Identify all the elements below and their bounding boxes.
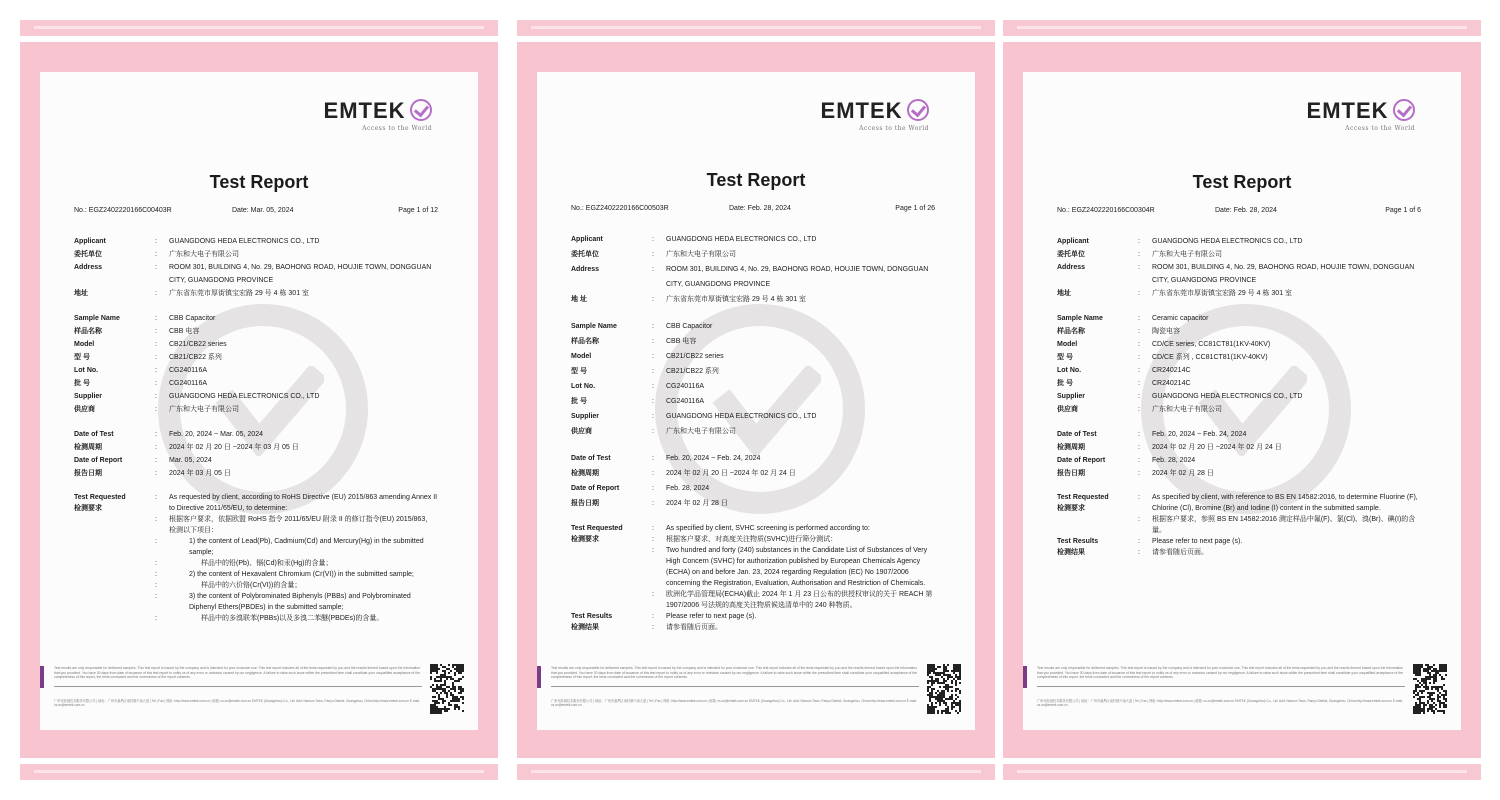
field-applicant-zh: 委托单位 : 广东和大电子有限公司 xyxy=(74,248,438,261)
report-meta xyxy=(571,205,935,215)
footer-address: 广州邦检测技术服务有限公司 | 地址：广州市番禺区南村镇兴南大道 | Tel | Fax | 网址: http://www.emtek.com.cn | 邮箱: cs.cn@emtek.com.cn EMTEK (Guangzhou) Co., Ltd. Add: Nancun Town, Panyu District, Guangzhou, China http://www.emtek.com.cn E-mail: cs.cn@emtek.com.cn xyxy=(551,699,917,708)
field-address: Address : ROOM 301, BUILDING 4, No. 29, BAOHONG ROAD, HOUJIE TOWN, DONGGUAN CITY, GUANGDONG PROVINCE xyxy=(1057,261,1421,287)
field-model-zh: 型 号 : CD/CE 系列 , CC81CT81(1KV-40KV) xyxy=(1057,351,1421,364)
field-date-of-test: Date of Test : Feb. 20, 2024 ~ Mar. 05, 2024 xyxy=(74,428,438,441)
report-number: No.: EGZ2402220166C00403R xyxy=(74,207,172,214)
checkmark-icon xyxy=(410,99,432,121)
field-lot-zh: 批 号 : CR240214C xyxy=(1057,377,1421,390)
field-applicant: Applicant : GUANGDONG HEDA ELECTRONICS CO., LTD xyxy=(1057,235,1421,248)
field-model-zh: 型 号 : CB21/CB22 系列 xyxy=(74,351,438,364)
field-applicant: Applicant : GUANGDONG HEDA ELECTRONICS CO., LTD xyxy=(74,235,438,248)
field-supplier: Supplier : GUANGDONG HEDA ELECTRONICS CO., LTD xyxy=(74,390,438,403)
field-lot: Lot No. : CR240214C xyxy=(1057,364,1421,377)
emtek-logo: EMTEK Access to the World xyxy=(323,98,432,132)
frame-top-strip xyxy=(1003,20,1481,36)
report-number: No.: EGZ2402220166C00304R xyxy=(1057,207,1155,214)
report-meta xyxy=(1057,207,1421,217)
field-date-of-test-zh: 检测周期 : 2024 年 02 月 20 日 ~2024 年 03 月 05 日 xyxy=(74,441,438,454)
field-date-of-report: Date of Report : Mar. 05, 2024 xyxy=(74,454,438,467)
field-sample: Sample Name : Ceramic capacitor xyxy=(1057,312,1421,325)
field-supplier: Supplier : GUANGDONG HEDA ELECTRONICS CO., LTD xyxy=(571,409,935,424)
frame-bottom-strip xyxy=(517,764,995,780)
report-fields xyxy=(1057,235,1421,558)
field-model: Model : CB21/CB22 series xyxy=(74,338,438,351)
frame-top-strip xyxy=(517,20,995,36)
qr-code-icon xyxy=(927,664,961,714)
field-supplier: Supplier : GUANGDONG HEDA ELECTRONICS CO., LTD xyxy=(1057,390,1421,403)
report-footer xyxy=(40,664,478,724)
field-sample: Sample Name : CBB Capacitor xyxy=(571,319,935,334)
report-footer xyxy=(537,664,975,724)
field-supplier-zh: 供应商 : 广东和大电子有限公司 xyxy=(74,403,438,416)
field-address-zh: 地址 : 广东省东莞市厚街镇宝宏路 29 号 4 栋 301 室 xyxy=(1057,287,1421,300)
field-lot-zh: 批 号 : CG240116A xyxy=(74,377,438,390)
emtek-logo: EMTEK Access to the World xyxy=(820,98,929,132)
field-date-of-report-zh: 报告日期 : 2024 年 02 月 28 日 xyxy=(571,496,935,511)
field-test-results: Test Results 检测结果 : Please refer to next page (s). : 请参看随后页面。 xyxy=(1057,536,1421,558)
report-page xyxy=(537,72,975,730)
field-date-of-report-zh: 报告日期 : 2024 年 03 月 05 日 xyxy=(74,467,438,480)
report-frame-1 xyxy=(20,20,498,780)
field-date-of-test-zh: 检测周期 : 2024 年 02 月 20 日 ~2024 年 02 月 24 日 xyxy=(571,466,935,481)
field-test-requested: Test Requested 检测要求 : As specified by client, with reference to BS EN 14582:2016, to determine Fluorine (F), Chlorine (Cl), Bromine (Br) and Iodine (I) content in the submitted sample. : 根据客户要求，参照 BS EN 14582:2016 测定样品中氟(F)、氯(Cl)、溴(Br)、碘(I)的含量。 xyxy=(1057,492,1421,536)
field-address: Address : ROOM 301, BUILDING 4, No. 29, BAOHONG ROAD, HOUJIE TOWN, DONGGUAN CITY, GUANGDONG PROVINCE xyxy=(74,261,438,287)
frame-bottom-strip xyxy=(20,764,498,780)
field-lot: Lot No. : CG240116A xyxy=(74,364,438,377)
report-date: Date: Feb. 28, 2024 xyxy=(729,205,791,212)
field-sample: Sample Name : CBB Capacitor xyxy=(74,312,438,325)
report-meta xyxy=(74,207,438,217)
page-title: Test Report xyxy=(209,172,309,192)
field-model-zh: 型 号 : CB21/CB22 系列 xyxy=(571,364,935,379)
emtek-logo: EMTEK Access to the World xyxy=(1306,98,1415,132)
page-number: Page 1 of 6 xyxy=(1385,207,1421,214)
report-fields xyxy=(571,232,935,633)
report-page xyxy=(40,72,478,730)
qr-code-icon xyxy=(1413,664,1447,714)
field-lot: Lot No. : CG240116A xyxy=(571,379,935,394)
field-supplier-zh: 供应商 : 广东和大电子有限公司 xyxy=(1057,403,1421,416)
page-title: Test Report xyxy=(706,170,806,190)
qr-code-icon xyxy=(430,664,464,714)
field-address: Address : ROOM 301, BUILDING 4, No. 29, BAOHONG ROAD, HOUJIE TOWN, DONGGUAN CITY, GUANGDONG PROVINCE xyxy=(571,262,935,292)
field-test-requested: Test Requested 检测要求 : As specified by client, SVHC screening is performed according to: : 根据客户要求，对高度关注物质(SVHC)进行筛分测试： : Two hundred and forty (240) substances in the Candidate List of Substances of Very High Concern (SVHC) for authorization published by European Chemicals Agency (ECHA) on and before Jan. 23, 2024 regarding Regulation (EC) No 1907/2006 concerning the Registration, Evaluation, Authorisation and Restriction of Chemicals. : 欧洲化学品管理局(ECHA)截止 2024 年 1 月 23 日公布的供授权审议的关于 REACH 第 1907/2006 号法规的高度关注物质候选清单中的 240 种物质。 xyxy=(571,523,935,611)
field-date-of-report-zh: 报告日期 : 2024 年 02 月 28 日 xyxy=(1057,467,1421,480)
field-applicant-zh: 委托单位 : 广东和大电子有限公司 xyxy=(1057,248,1421,261)
report-frame-2 xyxy=(517,20,995,780)
field-address-zh: 地址 : 广东省东莞市厚街镇宝宏路 29 号 4 栋 301 室 xyxy=(74,287,438,300)
page-title: Test Report xyxy=(1192,172,1292,192)
report-date: Date: Feb. 28, 2024 xyxy=(1215,207,1277,214)
footer-address: 广州邦检测技术服务有限公司 | 地址：广州市番禺区南村镇兴南大道 | Tel | Fax | 网址: http://www.emtek.com.cn | 邮箱: cs.cn@emtek.com.cn EMTEK (Guangzhou) Co., Ltd. Add: Nancun Town, Panyu District, Guangzhou, China http://www.emtek.com.cn E-mail: cs.cn@emtek.com.cn xyxy=(1037,699,1403,708)
field-sample-zh: 样品名称 : CBB 电容 xyxy=(571,334,935,349)
field-test-requested: Test Requested 检测要求 : As requested by client, according to RoHS Directive (EU) 2015/863 amending Annex II to Directive 2011/65/EU, to determine: : 根据客户要求，依据欧盟 RoHS 指令 2011/65/EU 附录 II 的修订指令(EU) 2015/863，检测以下项目： : 1) the content of Lead(Pb), Cadmium(Cd) and Mercury(Hg) in the submitted sample; : 样品中的铅(Pb)、镉(Cd)和汞(Hg)的含量； : 2) the content of Hexavalent Chromium (Cr(VI)) in the submitted sample; : 样品中的六价铬(Cr(VI))的含量； : 3) the content of Polybrominated Biphenyls (PBBs) and Polybrominated Diphenyl Ethers(PBDEs) in the submitted sample; : 样品中的多溴联苯(PBBs)以及多溴二苯醚(PBDEs)的含量。 xyxy=(74,492,438,624)
disclaimer: Test results are only responsible for delivered samples. This test report is issued by the company and is intended for your exclusive use. This test report includes all of the tests requested by you and the results thereof based upon the information that you provided. You have 30 days from date of issuance of this test report to notify us of any error or omission caused by our negligence. A failure to raise such issue within the prescribed time shall constitute your unqualified acceptance of the completeness of this report, the tests conducted and the correctness of the report contents. xyxy=(1037,666,1404,680)
field-model: Model : CB21/CB22 series xyxy=(571,349,935,364)
field-test-results: Test Results 检测结果 : Please refer to next page (s). : 请参看随后页面。 xyxy=(571,611,935,633)
report-footer xyxy=(1023,664,1461,724)
field-sample-zh: 样品名称 : 陶瓷电容 xyxy=(1057,325,1421,338)
field-address-zh: 地 址 : 广东省东莞市厚街镇宝宏路 29 号 4 栋 301 室 xyxy=(571,292,935,307)
field-model: Model : CD/CE series, CC81CT81(1KV-40KV) xyxy=(1057,338,1421,351)
disclaimer: Test results are only responsible for delivered samples. This test report is issued by the company and is intended for your exclusive use. This test report includes all of the tests requested by you and the results thereof based upon the information that you provided. You have 30 days from date of issuance of this test report to notify us of any error or omission caused by our negligence. A failure to raise such issue within the prescribed time shall constitute your unqualified acceptance of the completeness of this report, the tests conducted and the correctness of the report contents. xyxy=(54,666,421,680)
field-date-of-test: Date of Test : Feb. 20, 2024 ~ Feb. 24, 2024 xyxy=(1057,428,1421,441)
footer-address: 广州邦检测技术服务有限公司 | 地址：广州市番禺区南村镇兴南大道 | Tel | Fax | 网址: http://www.emtek.com.cn | 邮箱: cs.cn@emtek.com.cn EMTEK (Guangzhou) Co., Ltd. Add: Nancun Town, Panyu District, Guangzhou, China http://www.emtek.com.cn E-mail: cs.cn@emtek.com.cn xyxy=(54,699,420,708)
field-applicant: Applicant : GUANGDONG HEDA ELECTRONICS CO., LTD xyxy=(571,232,935,247)
frame-top-strip xyxy=(20,20,498,36)
field-date-of-test-zh: 检测周期 : 2024 年 02 月 20 日 ~2024 年 02 月 24 日 xyxy=(1057,441,1421,454)
checkmark-icon xyxy=(1393,99,1415,121)
report-date: Date: Mar. 05, 2024 xyxy=(232,207,294,214)
report-frame-3 xyxy=(1003,20,1481,780)
field-date-of-test: Date of Test : Feb. 20, 2024 ~ Feb. 24, 2024 xyxy=(571,451,935,466)
report-page xyxy=(1023,72,1461,730)
field-date-of-report: Date of Report : Feb. 28, 2024 xyxy=(571,481,935,496)
field-lot-zh: 批 号 : CG240116A xyxy=(571,394,935,409)
checkmark-icon xyxy=(907,99,929,121)
field-supplier-zh: 供应商 : 广东和大电子有限公司 xyxy=(571,424,935,439)
field-applicant-zh: 委托单位 : 广东和大电子有限公司 xyxy=(571,247,935,262)
frame-bottom-strip xyxy=(1003,764,1481,780)
field-sample-zh: 样品名称 : CBB 电容 xyxy=(74,325,438,338)
page-number: Page 1 of 26 xyxy=(895,205,935,212)
disclaimer: Test results are only responsible for delivered samples. This test report is issued by the company and is intended for your exclusive use. This test report includes all of the tests requested by you and the results thereof based upon the information that you provided. You have 30 days from date of issuance of this test report to notify us of any error or omission caused by our negligence. A failure to raise such issue within the prescribed time shall constitute your unqualified acceptance of the completeness of this report, the tests conducted and the correctness of the report contents. xyxy=(551,666,918,680)
report-number: No.: EGZ2402220166C00503R xyxy=(571,205,669,212)
page-number: Page 1 of 12 xyxy=(398,207,438,214)
report-fields xyxy=(74,235,438,624)
field-date-of-report: Date of Report : Feb. 28, 2024 xyxy=(1057,454,1421,467)
